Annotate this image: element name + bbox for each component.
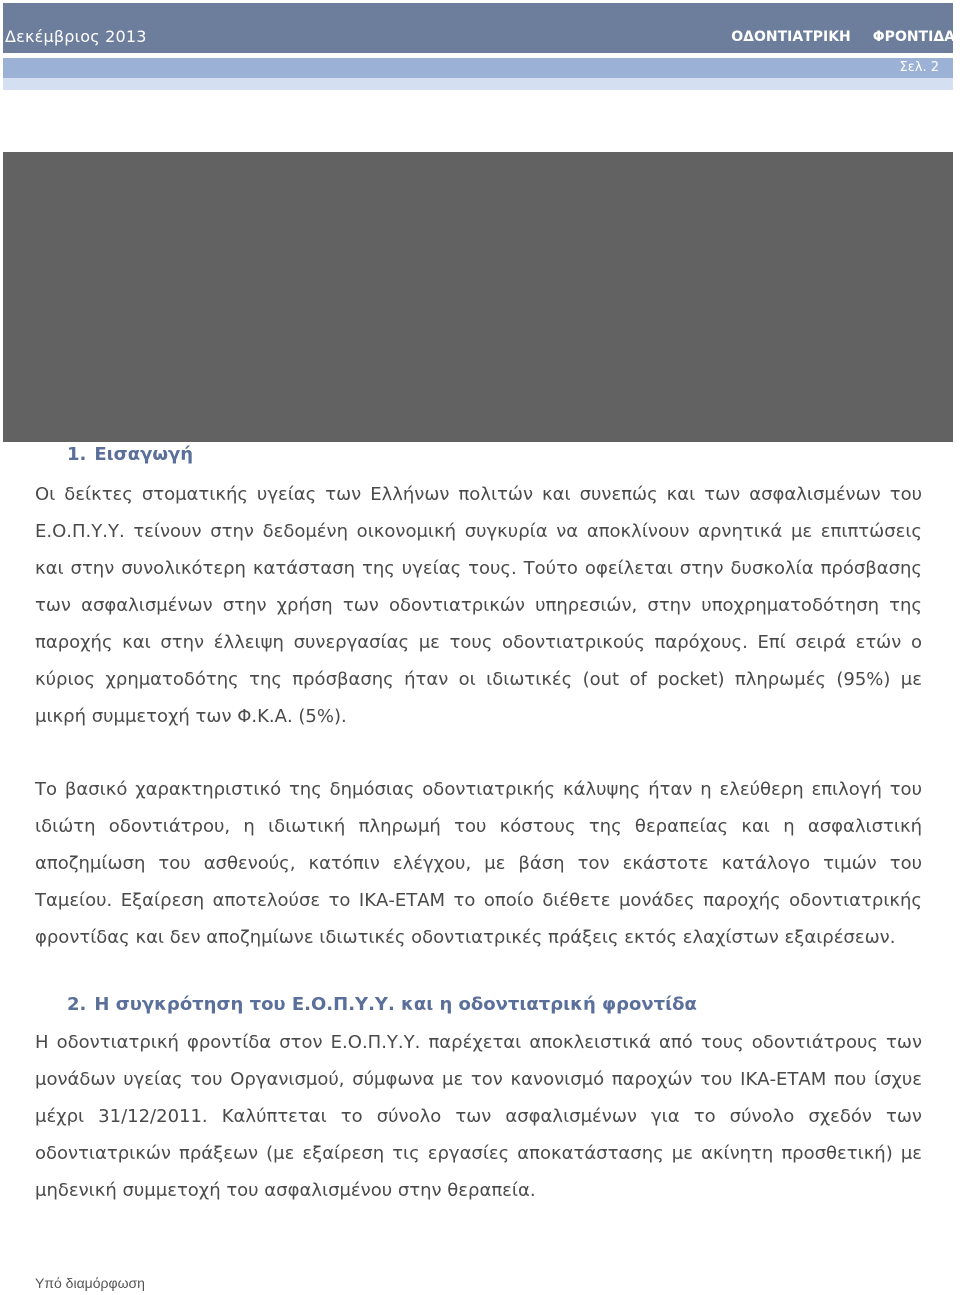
header-image-placeholder <box>3 152 953 442</box>
paragraph: Οι δείκτες στοματικής υγείας των Ελλήνων πολιτών και συνεπώς και των ασφαλισμένων του Ε.Ο.Π.Υ.Υ. τείνουν στην δεδομένη οικονομική συγκυρία να αποκλίνουν αρνητικά με επιπτώσεις και στην συνολικότερη κατάσταση της υγείας τους. Τούτο οφείλεται στην δυσκολία πρόσβασης των ασφαλισμένων στην χρήση των οδοντιατρικών υπηρεσιών, στην υποχρηματοδότηση της παροχής και στην έλλειψη συνεργασίας με τους οδοντιατρικούς παρόχους. Επί σειρά ετών ο κύριος χρηματοδότης της πρόσβασης ήταν οι ιδιωτικές (out of pocket) πληρωμές (95%) με μικρή συμμετοχή των Φ.Κ.Α. (5%). <box>35 484 922 727</box>
header-title-word-2: ΦΡΟΝΤΙΔΑ <box>872 29 955 45</box>
page-subheader-accent <box>3 78 953 90</box>
paragraph: Το βασικό χαρακτηριστικό της δημόσιας οδοντιατρικής κάλυψης ήταν η ελεύθερη επιλογή του ιδιώτη οδοντιάτρου, η ιδιωτική πληρωμή του κόστους της θεραπείας και η ασφαλιστική αποζημίωση του ασθενούς, κατόπιν ελέγχου, με βάση τον εκάστοτε κατάλογο τιμών του Ταμείου. Εξαίρεση αποτελούσε το ΙΚΑ-ΕΤΑΜ το οποίο διέθετε μονάδες παροχής οδοντιατρικής φροντίδας και δεν αποζημίωνε ιδιωτικές οδοντιατρικές πράξεις εκτός ελαχίστων εξαιρέσεων. <box>35 779 922 948</box>
page-subheader-bar <box>3 58 953 78</box>
section-number: 1. <box>67 444 87 465</box>
section-heading-eopyy <box>67 990 922 1020</box>
header-title <box>709 29 955 45</box>
footer-note: Υπό διαμόρφωση <box>35 1275 145 1291</box>
section-heading-introduction <box>67 440 922 470</box>
page-header-bar <box>3 3 953 53</box>
section-number: 2. <box>67 994 87 1015</box>
page-number: Σελ. 2 <box>899 60 939 75</box>
paragraph: Η οδοντιατρική φροντίδα στον Ε.Ο.Π.Υ.Υ. παρέχεται αποκλειστικά από τους οδοντιάτρους των μονάδων υγείας του Οργανισμού, σύμφωνα με τον κανονισμό παροχών του ΙΚΑ-ΕΤΑΜ που ίσχυε μέχρι 31/12/2011. Καλύπτεται το σύνολο των ασφαλισμένων για το σύνολο σχεδόν των οδοντιατρικών πράξεων (με εξαίρεση τις εργασίες αποκατάστασης με ακίνητη προσθετική) με μηδενική συμμετοχή του ασφαλισμένου στην θεραπεία. <box>35 1032 922 1201</box>
section-title: Εισαγωγή <box>94 444 194 465</box>
header-title-word-1: ΟΔΟΝΤΙΑΤΡΙΚΗ <box>731 29 851 45</box>
section-title: Η συγκρότηση του Ε.Ο.Π.Υ.Υ. και η οδοντιατρική φροντίδα <box>94 994 697 1015</box>
header-date: Δεκέμβριος 2013 <box>5 27 147 46</box>
document-body <box>35 440 922 1209</box>
